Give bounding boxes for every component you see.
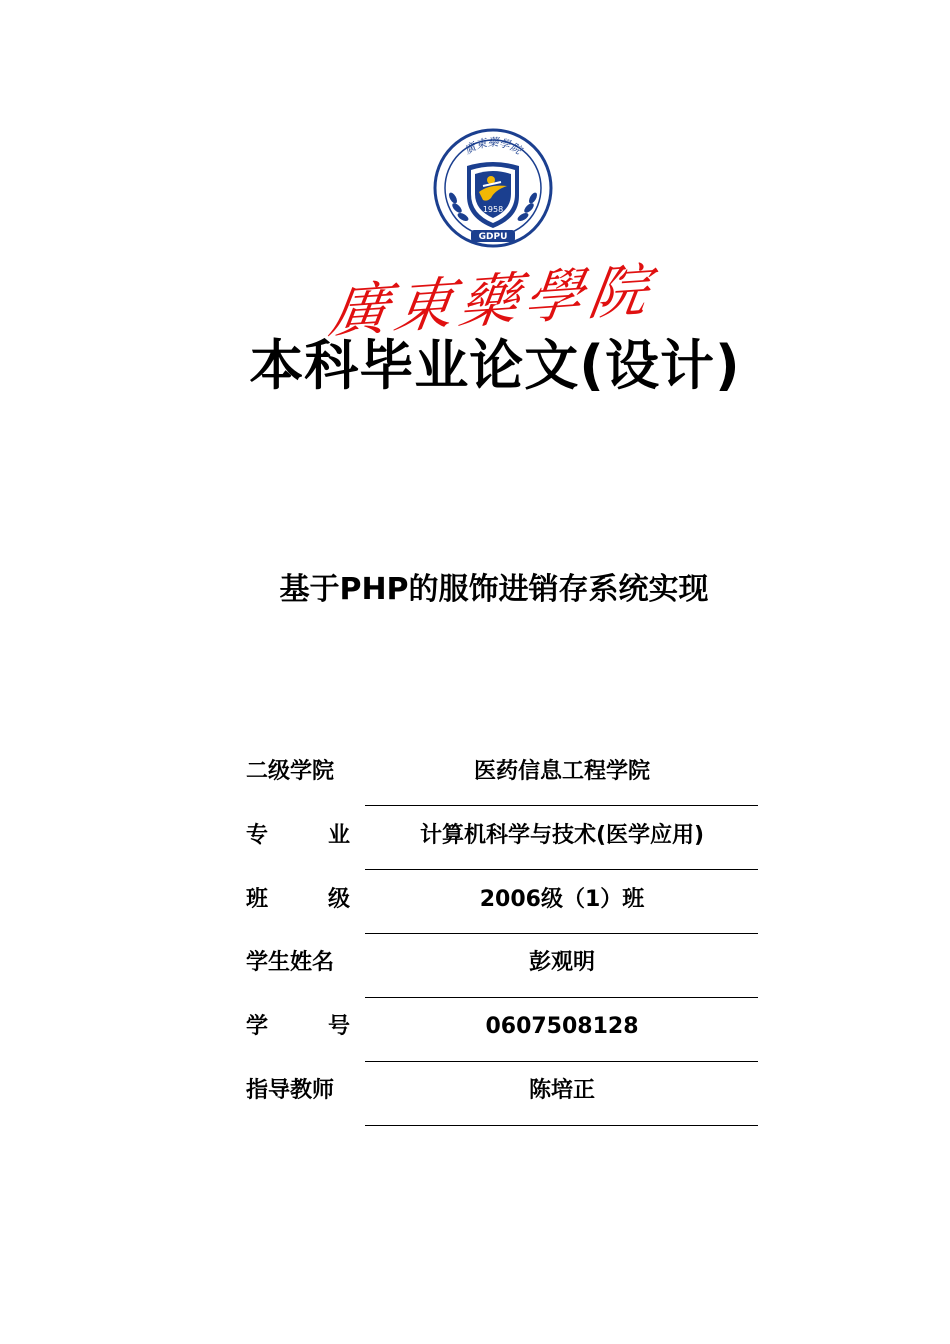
info-row-student-id	[246, 1007, 766, 1047]
major-label-char-1: 专	[246, 823, 269, 848]
advisor-label: 指导教师	[246, 1078, 335, 1103]
class-label-char-2: 级	[327, 887, 350, 912]
class-value: 2006级（1）班	[479, 887, 645, 912]
underline-college	[365, 805, 758, 806]
info-row-college	[246, 752, 766, 792]
info-row-major	[246, 816, 766, 856]
logo-school-name: 廣東藥學院	[462, 136, 524, 157]
major-label	[246, 816, 350, 856]
main-title: 本科毕业论文(设计)	[249, 334, 741, 397]
college-label: 二级学院	[246, 759, 335, 784]
student-id-label-char-1: 学	[246, 1014, 269, 1039]
info-row-student-name	[246, 943, 766, 983]
student-id-label	[246, 1007, 350, 1047]
underline-student-name	[365, 997, 758, 998]
logo-year: 1958	[482, 205, 504, 214]
thesis-title: 基于PHP的服饰进销存系统实现	[279, 572, 709, 607]
underline-student-id	[365, 1061, 758, 1062]
student-id-label-char-2: 号	[327, 1014, 350, 1039]
calligraphy-school-name: 廣東藥學院	[325, 255, 659, 346]
school-logo	[433, 128, 553, 248]
class-label-char-1: 班	[246, 887, 269, 912]
advisor-value: 陈培正	[528, 1078, 595, 1103]
logo-abbr: GDPU	[478, 232, 508, 242]
major-value: 计算机科学与技术(医学应用)	[419, 823, 705, 848]
student-id-value: 0607508128	[485, 1014, 639, 1039]
college-value: 医药信息工程学院	[473, 759, 650, 784]
student-name-value: 彭观明	[528, 950, 595, 975]
major-label-char-2: 业	[327, 823, 350, 848]
underline-class	[365, 933, 758, 934]
info-row-advisor	[246, 1071, 766, 1111]
underline-major	[365, 869, 758, 870]
info-row-class	[246, 880, 766, 920]
student-name-label: 学生姓名	[246, 950, 335, 975]
underline-advisor	[365, 1125, 758, 1126]
class-label	[246, 880, 350, 920]
